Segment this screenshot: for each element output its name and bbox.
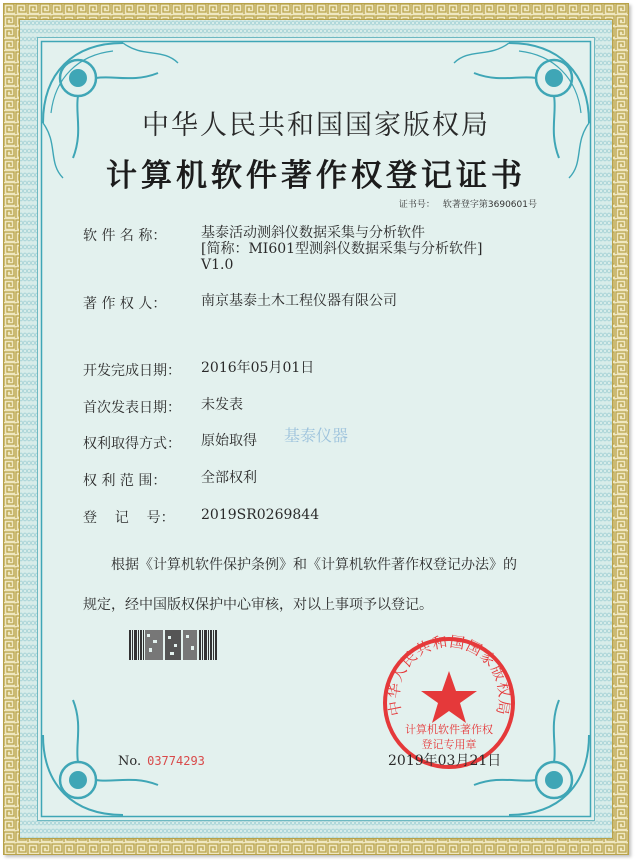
owner-label: 著 作 权 人： [83, 296, 167, 312]
certificate-title: 计算机软件著作权登记证书 [106, 158, 526, 194]
certificate-number-label: 证书号： [398, 200, 435, 210]
watermark: 基泰仪器 [284, 426, 349, 445]
serial-number-prefix: No. [118, 754, 142, 769]
certificate-number [399, 197, 537, 210]
software-name-value [201, 225, 483, 273]
issuing-authority: 中华人民共和国国家版权局 [142, 110, 490, 141]
registration-number-value: 2019SR0269844 [201, 507, 320, 523]
completion-date-label: 开发完成日期： [83, 363, 181, 379]
issue-date: 2019年03月21日 [388, 753, 502, 769]
seal-line-2: 登记专用章 [421, 738, 477, 751]
serial-number [118, 754, 205, 769]
first-publication-label: 首次发表日期： [83, 400, 181, 416]
software-name-line: [简称：MI601型测斜仪数据采集与分析软件] [201, 241, 483, 257]
legal-basis-line-2: 规定，经中国版权保护中心审核，对以上事项予以登记。 [83, 597, 433, 613]
software-name-line: V1.0 [201, 257, 234, 273]
registration-number-label: 登 记 号： [83, 510, 175, 526]
acquisition-method-label: 权利取得方式： [83, 436, 181, 452]
completion-date-value: 2016年05月01日 [201, 360, 315, 376]
acquisition-method-value: 原始取得 [201, 433, 257, 449]
first-publication-value: 未发表 [201, 397, 243, 413]
software-name-label: 软 件 名 称： [83, 228, 167, 244]
barcode-image [129, 630, 217, 660]
certificate-number-value: 软著登字第3690601号 [442, 200, 537, 210]
certificate [3, 3, 629, 855]
owner-value: 南京基泰土木工程仪器有限公司 [201, 293, 397, 309]
legal-basis-line-1: 根据《计算机软件保护条例》和《计算机软件著作权登记办法》的 [111, 557, 517, 573]
seal-star-icon [421, 671, 477, 723]
seal-ring-text: 中华人民共和国国家版权局 [384, 633, 514, 718]
scope-value: 全部权利 [201, 470, 257, 486]
scope-label: 权 利 范 围： [83, 473, 167, 489]
serial-number-value: 03774293 [147, 754, 205, 768]
seal-line-1: 计算机软件著作权 [405, 723, 493, 736]
software-name-line: 基泰活动测斜仪数据采集与分析软件 [201, 225, 425, 241]
